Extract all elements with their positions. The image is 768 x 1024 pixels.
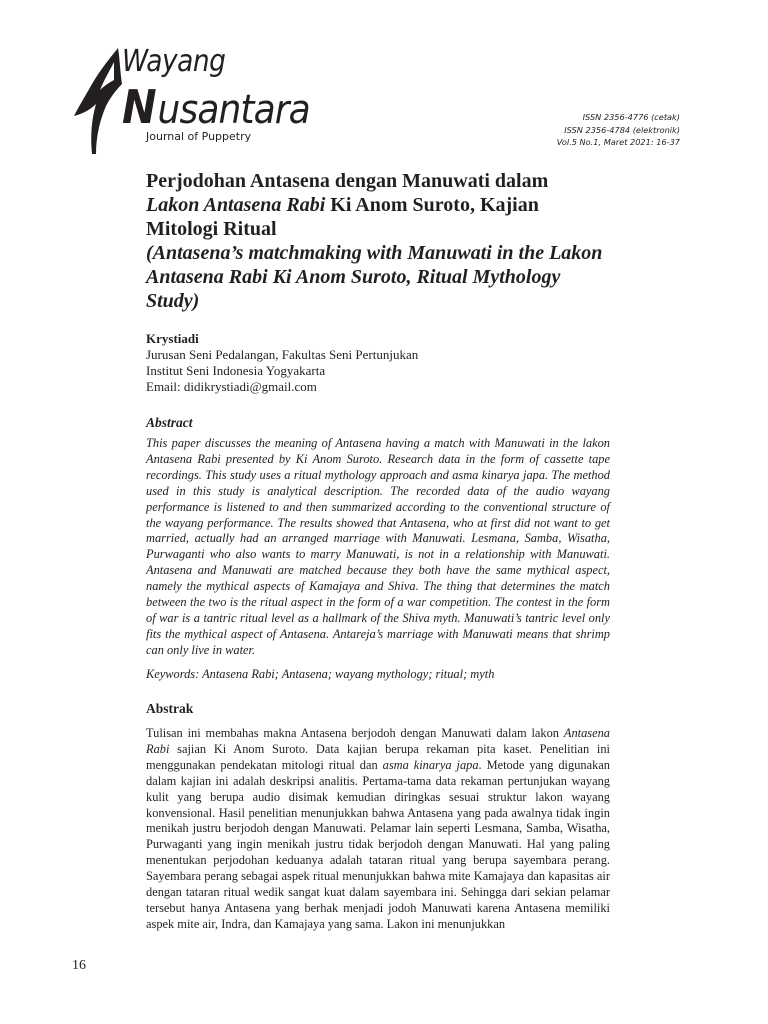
paper-title bbox=[146, 169, 616, 313]
title-part1: Perjodohan Antasena dengan Manuwati dalam bbox=[146, 170, 549, 192]
author-name: Krystiadi bbox=[146, 331, 199, 346]
issn-block bbox=[557, 111, 680, 149]
title-italic: Lakon Antasena Rabi bbox=[146, 194, 326, 216]
volume-info: Vol.5 No.1, Maret 2021: 16-37 bbox=[556, 137, 680, 147]
page-number: 16 bbox=[72, 958, 86, 973]
author-block bbox=[146, 331, 616, 395]
abstrak-t3: . Metode yang digunakan dalam kajian ini adalah deskripsi analitis. Pertama-tama data rekaman pertunjukan wayang kulit yang berupa audio disimak kemudian diringkas sesuai struktur lakon wayang konvensional. Hasil penelitian menunjukkan bahwa Antasena yang pada awalnya tidak ingin menikah justru berjodoh dengan Manuwati. Pelamar lain seperti Lesmana, Samba, Wisatha, Purwaganti yang ingin menikah justru tidak berjodoh dengan Manuwati. Hal yang paling menentukan perjodohan keduanya adalah tataran ritual yang berupa sayembara perang. Sayembara perang sebagai aspek ritual menunjukkan bahwa mite Kamajaya dan kapasitas air dengan tataran ritual wedik sangat kuat dalam sayembara ini. Sehingga dari sekian pelamar tersebut hanya Antasena yang berhak menjadi jodoh Manuwati karena Antasena memiliki aspek mite air, Indra, dan Kamajaya yang sama. Lakon ini menunjukkan bbox=[146, 757, 610, 931]
keywords: Keywords: Antasena Rabi; Antasena; wayang mythology; ritual; myth bbox=[146, 667, 495, 681]
issn-print: ISSN 2356-4776 (cetak) bbox=[582, 112, 680, 122]
abstrak-t2: sajian Ki Anom Suroto. Data kajian berupa rekaman pita kaset. Penelitian ini menggunakan pendekatan mitologi ritual dan bbox=[146, 741, 610, 772]
abstrak-t2-italic: asma kinarya japa bbox=[382, 757, 479, 772]
title-part2: Ki Anom Suroto, Kajian Mitologi Ritual bbox=[146, 194, 539, 240]
issn-online: ISSN 2356-4784 (elektronik) bbox=[564, 124, 680, 135]
abstrak-t1-italic: Antasena Rabi bbox=[146, 726, 610, 756]
abstract-text: This paper discusses the meaning of Antasena having a match with Manuwati in the lakon Antasena Rabi presented by Ki Anom Suroto. Research data in the form of cassette tape recordings. This study uses a ritual mythology approach and asma kinarya japa. The method used in this study is analytical description. The recorded data of the audio wayang performance is listened to and then summarized according to the conventional structure of the wayang performance. The results showed that Antasena, who at first did not want to get married, actually had an arranged marriage with Manuwati. Lesmana, Samba, Wisatha, Purwaganti who also wants to marry Manuwati, is not in a relationship with Manuwati. Antasena and Manuwati are matched because they both have the same mythical aspect, namely the mythical aspects of Kamajaya and Shiva. The thing that determines the match between the two is the ritual aspect in the form of a war competition. The contest in the form of war is a tantric ritual level as a hallmark of the Shiva myth. Manuwati’s tantric level only fits the mythical aspect of Antasena. Antareja’s marriage with Manuwati means that shrimp can only live in water. bbox=[146, 436, 610, 657]
logo-initial: N bbox=[122, 80, 156, 134]
abstract-heading: Abstract bbox=[146, 415, 193, 430]
abstrak-text bbox=[146, 726, 610, 933]
author-email: Email: didikrystiadi@gmail.com bbox=[146, 379, 317, 394]
abstrak-t1: Tulisan ini membahas makna Antasena berjodoh dengan Manuwati dalam lakon bbox=[146, 726, 564, 740]
logo-word-wayang: Wayang bbox=[122, 44, 226, 79]
logo-word-nusantara bbox=[122, 80, 310, 134]
author-institution: Institut Seni Indonesia Yogyakarta bbox=[146, 363, 326, 378]
logo-word-rest: usantara bbox=[157, 87, 310, 133]
title-indonesian bbox=[146, 169, 616, 241]
journal-logo bbox=[70, 44, 310, 156]
title-english: (Antasena’s matchmaking with Manuwati in the Lakon Antasena Rabi Ki Anom Suroto, Ritual Mythology Study) bbox=[146, 242, 603, 312]
gunungan-icon bbox=[70, 44, 130, 156]
author-department: Jurusan Seni Pedalangan, Fakultas Seni Pertunjukan bbox=[146, 347, 419, 362]
logo-subtitle: Journal of Puppetry bbox=[146, 130, 252, 143]
abstrak-heading: Abstrak bbox=[146, 701, 194, 716]
